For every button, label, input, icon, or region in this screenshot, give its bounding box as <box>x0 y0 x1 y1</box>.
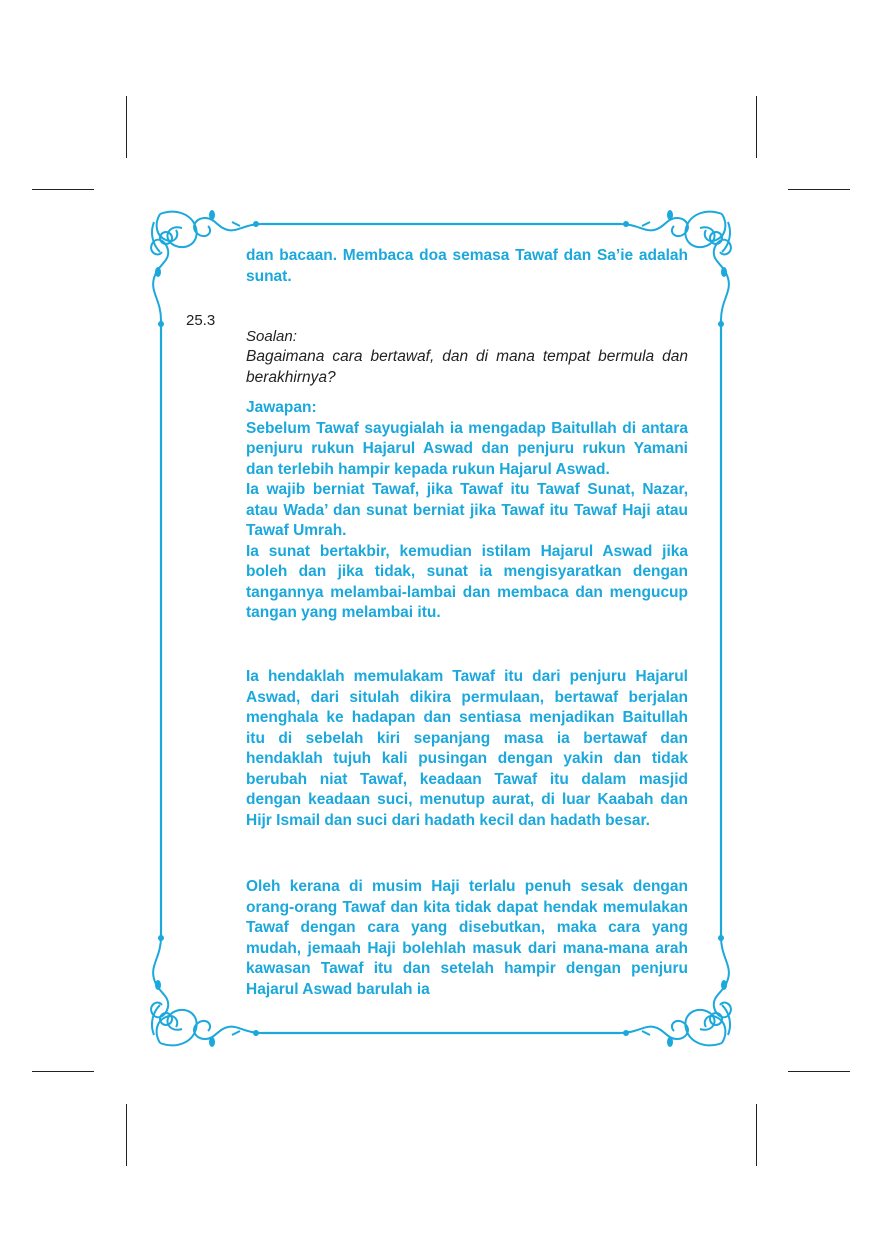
continued-answer <box>246 246 688 287</box>
answer-paragraph: Sebelum Tawaf sayugialah ia mengadap Baitullah di antara penjuru rukun Hajarul Aswad dan penjuru rukun Yamani dan terlebih hampir kepada rukun Hajarul Aswad. <box>246 419 688 478</box>
answer-label: Jawapan: <box>246 399 317 416</box>
answer-block <box>246 398 688 624</box>
question-text: Bagaimana cara bertawaf, dan di mana tempat bermula dan berakhirnya? <box>246 348 688 386</box>
question-label: Soalan: <box>246 328 297 345</box>
answer-paragraph: Ia sunat bertakbir, kemudian istilam Hajarul Aswad jika boleh dan jika tidak, sunat ia mengisyaratkan dengan tangannya melambai-lambai dan membaca dan mengucup tangan yang melambai itu. <box>246 542 688 621</box>
body-paragraph <box>246 667 688 831</box>
paragraph-text: Ia hendaklah memulakam Tawaf itu dari penjuru Hajarul Aswad, dari situlah dikira permulaan, bertawaf berjalan menghala ke hadapan dan sentiasa menjadikan Baitullah itu di sebelah kiri sepanjang masa ia bertawaf dan hendaklah tujuh kali pusingan dengan yakin dan tidak berubah niat Tawaf, keadaan Tawaf itu dalam masjid dengan keadaan suci, menutup aurat, di luar Kaabah dan Hijr Ismail dan suci dari hadath kecil dan hadath besar. <box>246 668 688 829</box>
paragraph-text: Oleh kerana di musim Haji terlalu penuh sesak dengan orang-orang Tawaf dan kita tidak dapat hendak memulakan Tawaf dengan cara yang disebutkan, maka cara yang mudah, jemaah Haji bolehlah masuk dari mana-mana arah kawasan Tawaf itu dan setelah hampir dengan penjuru Hajarul Aswad barulah ia <box>246 878 688 998</box>
continued-answer-text: dan bacaan. Membaca doa semasa Tawaf dan Sa’ie adalah sunat. <box>246 247 688 285</box>
question-number: 25.3 <box>186 312 216 329</box>
body-paragraph <box>246 877 688 1000</box>
answer-paragraph: Ia wajib berniat Tawaf, jika Tawaf itu Tawaf Sunat, Nazar, atau Wada’ dan sunat berniat jika Tawaf itu Tawaf Haji atau Tawaf Umrah. <box>246 481 688 539</box>
question-block <box>246 312 688 388</box>
